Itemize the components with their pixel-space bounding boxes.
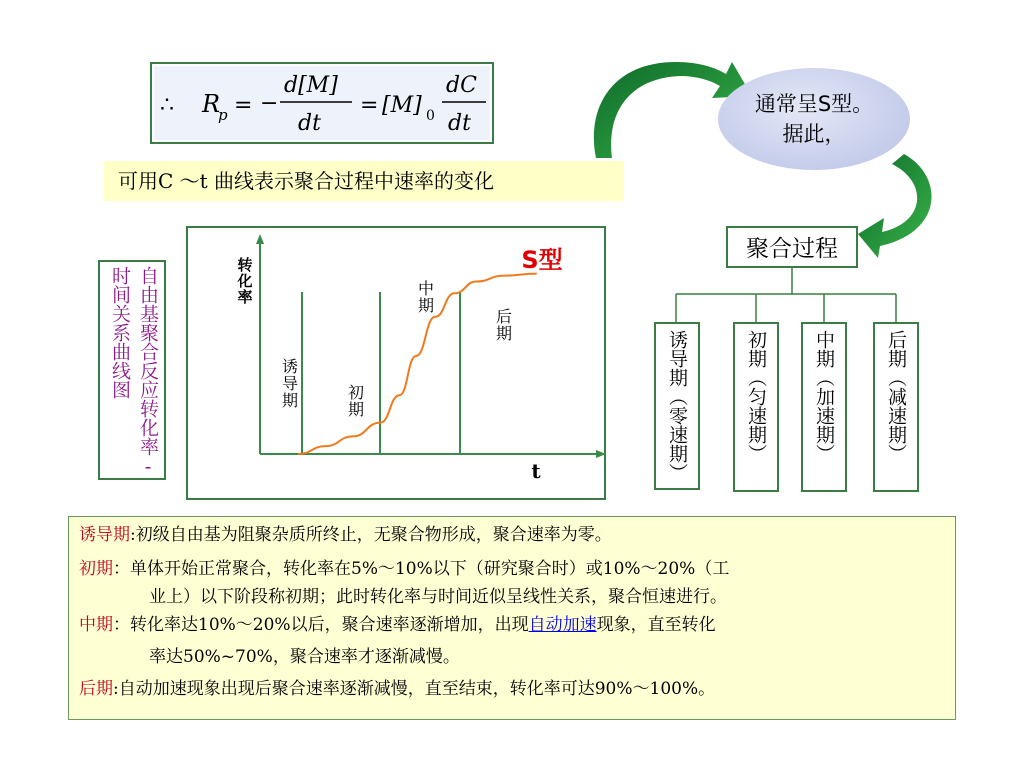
s-shape-text: 通常呈S型。据此， — [754, 92, 874, 146]
note-term: 中期 — [79, 615, 113, 635]
numerator-dM: d[M] — [284, 73, 338, 98]
note-text-cont: 率达50%~70%，聚合速率才逐渐减慢。 — [149, 647, 460, 667]
stage-initial: 初期（匀速期） — [733, 322, 779, 492]
minus-sign: − — [260, 91, 279, 116]
chart-side-title: 自由基聚合反应转化率-时间关系曲线图 — [98, 260, 166, 480]
y-axis-label: 转化率 — [237, 256, 253, 306]
phase-label-late: 后期 — [495, 307, 513, 343]
note-sep: ： — [113, 559, 130, 579]
note-term: 初期 — [79, 559, 113, 579]
equals-sign: = — [234, 93, 253, 118]
note-induction — [79, 521, 945, 549]
phase-label-middle: 中期 — [417, 279, 435, 315]
auto-acceleration-link[interactable]: 自动加速 — [528, 615, 597, 635]
note-term: 后期 — [79, 679, 113, 699]
note-sep: : — [113, 679, 119, 699]
note-text: 转化率达10%～20%以后，聚合速率逐渐增加，出现 — [130, 615, 529, 635]
initial-monomer: [M] — [382, 93, 422, 118]
x-axis-arrow-icon — [596, 450, 606, 458]
note-text: 单体开始正常聚合，转化率在5%～10%以下（研究聚合时）或10%～20%（工 — [130, 559, 730, 579]
equals-sign-2: = — [360, 93, 379, 118]
note-initial — [79, 555, 945, 611]
note-text: 自动加速现象出现后聚合速率逐渐减慢，直至结束，转化率可达90%～100%。 — [118, 679, 716, 699]
chart-canvas — [188, 228, 608, 502]
note-text: 现象，直至转化 — [596, 615, 716, 635]
note-sep: ： — [113, 615, 130, 635]
stage-late: 后期（减速期） — [873, 322, 919, 492]
x-axis-label: t — [531, 459, 541, 483]
rate-symbol: R — [202, 90, 221, 118]
denominator-dt-1: dt — [298, 111, 321, 136]
note-sep: : — [130, 525, 136, 545]
note-middle — [79, 611, 945, 671]
numerator-dC: dC — [446, 73, 477, 98]
y-axis-arrow-icon — [256, 234, 264, 244]
stage-induction: 诱导期（零速期） — [654, 322, 700, 490]
phase-label-initial: 初期 — [347, 383, 365, 419]
denominator-dt-2: dt — [448, 111, 471, 136]
caption: 可用C ～t 曲线表示聚合过程中速率的变化 — [104, 161, 624, 201]
s-shape-label: S型 — [521, 246, 563, 274]
therefore-symbol: ∴ — [160, 93, 174, 118]
initial-subscript: 0 — [426, 108, 435, 124]
note-text: 初级自由基为阻聚杂质所终止，无聚合物形成，聚合速率为零。 — [135, 525, 612, 545]
stage-notes — [68, 516, 956, 720]
note-term: 诱导期 — [79, 525, 130, 545]
rate-subscript: p — [218, 106, 228, 124]
note-late — [79, 675, 945, 703]
phase-label-induction: 诱导期 — [281, 357, 299, 410]
note-text-cont: 业上）以下阶段称初期；此时转化率与时间近似呈线性关系，聚合恒速进行。 — [149, 587, 727, 607]
conversion-time-chart — [186, 226, 606, 500]
stage-middle: 中期（加速期） — [801, 322, 847, 492]
process-title: 聚合过程 — [726, 226, 858, 268]
